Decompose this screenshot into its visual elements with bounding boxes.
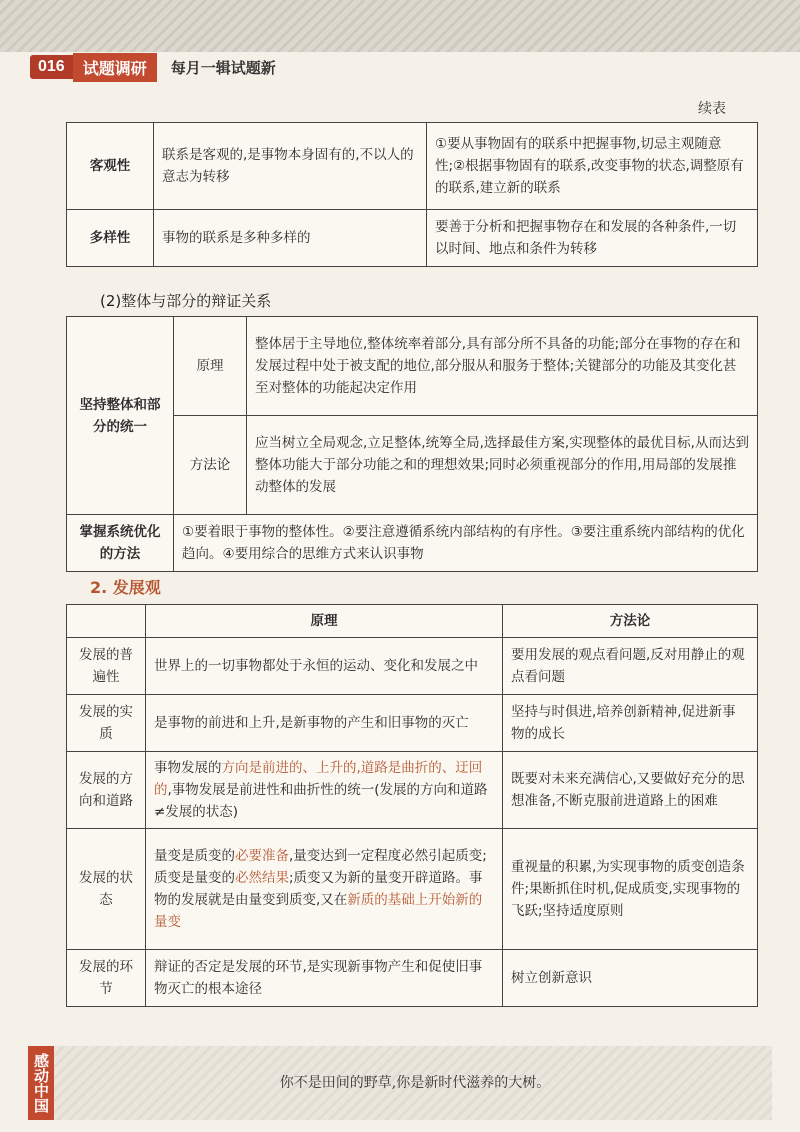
table-header-row bbox=[67, 605, 758, 638]
table-row bbox=[67, 317, 758, 416]
row-principle: 辩证的否定是发展的环节,是实现新事物产生和促使旧事物灭亡的根本途径 bbox=[146, 950, 503, 1007]
footer-badge: 感动中国 bbox=[28, 1046, 54, 1120]
table-row bbox=[67, 123, 758, 210]
section-tag: 试题调研 bbox=[73, 53, 157, 82]
group-name: 坚持整体和部分的统一 bbox=[67, 317, 174, 515]
principle-label: 原理 bbox=[174, 317, 247, 416]
row-principle: 世界上的一切事物都处于永恒的运动、变化和发展之中 bbox=[146, 638, 503, 695]
table-row bbox=[67, 695, 758, 752]
row-name: 发展的环节 bbox=[67, 950, 146, 1007]
top-decor-band bbox=[0, 0, 800, 52]
row-name: 发展的状态 bbox=[67, 829, 146, 950]
row-principle bbox=[146, 829, 503, 950]
row-method: ①要从事物固有的联系中把握事物,切忌主观随意性;②根据事物固有的联系,改变事物的状态,调整原有的联系,建立新的联系 bbox=[427, 123, 758, 210]
table-row bbox=[67, 950, 758, 1007]
highlight-text: 新质的基础上开始新的量变 bbox=[154, 892, 483, 930]
connection-table bbox=[66, 122, 758, 267]
principle-text: ,量变达到一定程度必然引起质变;质变是量变的 bbox=[154, 848, 487, 886]
highlight-text: 必要准备 bbox=[235, 848, 289, 864]
footer-banner bbox=[28, 1046, 772, 1120]
whole-part-table bbox=[66, 316, 758, 572]
row-principle bbox=[146, 752, 503, 829]
row-method: 要善于分析和把握事物存在和发展的各种条件,一切以时间、地点和条件为转移 bbox=[427, 210, 758, 267]
row-name: 发展的普遍性 bbox=[67, 638, 146, 695]
page-number: 016 bbox=[30, 55, 73, 79]
row-content: 联系是客观的,是事物本身固有的,不以人的意志为转移 bbox=[154, 123, 427, 210]
subsection-title: (2)整体与部分的辩证关系 bbox=[100, 292, 272, 310]
highlight-text: 方向是前进的、上升的,道路是曲折的、迂回的 bbox=[154, 760, 483, 798]
method-label: 方法论 bbox=[174, 416, 247, 515]
row-name: 发展的方向和道路 bbox=[67, 752, 146, 829]
section-title: 2. 发展观 bbox=[90, 578, 161, 597]
table-row bbox=[67, 210, 758, 267]
row-method: 树立创新意识 bbox=[503, 950, 758, 1007]
principle-text: 量变是质变的 bbox=[154, 848, 235, 864]
continue-label: 续表 bbox=[698, 101, 726, 117]
header-method: 方法论 bbox=[503, 605, 758, 638]
row-name: 发展的实质 bbox=[67, 695, 146, 752]
row-method: 坚持与时俱进,培养创新精神,促进新事物的成长 bbox=[503, 695, 758, 752]
page-header bbox=[30, 52, 770, 82]
row-method: 重视量的积累,为实现事物的质变创造条件;果断抓住时机,促成质变,实现事物的飞跃;坚持适度原则 bbox=[503, 829, 758, 950]
table-row bbox=[67, 638, 758, 695]
group-name: 掌握系统优化的方法 bbox=[67, 515, 174, 572]
group-content: ①要着眼于事物的整体性。②要注意遵循系统内部结构的有序性。③要注重系统内部结构的优化趋向。④要用综合的思维方式来认识事物 bbox=[174, 515, 758, 572]
table-row bbox=[67, 829, 758, 950]
header-empty bbox=[67, 605, 146, 638]
highlight-text: 必然结果 bbox=[235, 870, 289, 886]
row-name: 客观性 bbox=[67, 123, 154, 210]
row-principle: 是事物的前进和上升,是新事物的产生和旧事物的灭亡 bbox=[146, 695, 503, 752]
header-slogan: 每月一辑试题新 bbox=[170, 58, 276, 77]
row-method: 要用发展的观点看问题,反对用静止的观点看问题 bbox=[503, 638, 758, 695]
row-name: 多样性 bbox=[67, 210, 154, 267]
row-content: 事物的联系是多种多样的 bbox=[154, 210, 427, 267]
table-row bbox=[67, 515, 758, 572]
header-principle: 原理 bbox=[146, 605, 503, 638]
row-method: 既要对未来充满信心,又要做好充分的思想准备,不断克服前进道路上的困难 bbox=[503, 752, 758, 829]
principle-text: ;质变又为新的量变开辟道路。事物的发展就是由量变到质变,又在 bbox=[154, 870, 483, 908]
method-text: 应当树立全局观念,立足整体,统筹全局,选择最佳方案,实现整体的最优目标,从而达到整体功能大于部分功能之和的理想效果;同时必须重视部分的作用,用局部的发展推动整体的发展 bbox=[247, 416, 758, 515]
footer-quote: 你不是田间的野草,你是新时代滋养的大树。 bbox=[279, 1075, 551, 1091]
development-table bbox=[66, 604, 758, 1007]
principle-text: 整体居于主导地位,整体统率着部分,具有部分所不具备的功能;部分在事物的存在和发展过程中处于被支配的地位,部分服从和服务于整体;关键部分的功能及其变化甚至对整体的功能起决定作用 bbox=[247, 317, 758, 416]
principle-text: ,事物发展是前进性和曲折性的统一(发展的方向和道路≠发展的状态) bbox=[154, 782, 488, 820]
principle-text: 事物发展的 bbox=[154, 760, 222, 776]
table-row bbox=[67, 752, 758, 829]
